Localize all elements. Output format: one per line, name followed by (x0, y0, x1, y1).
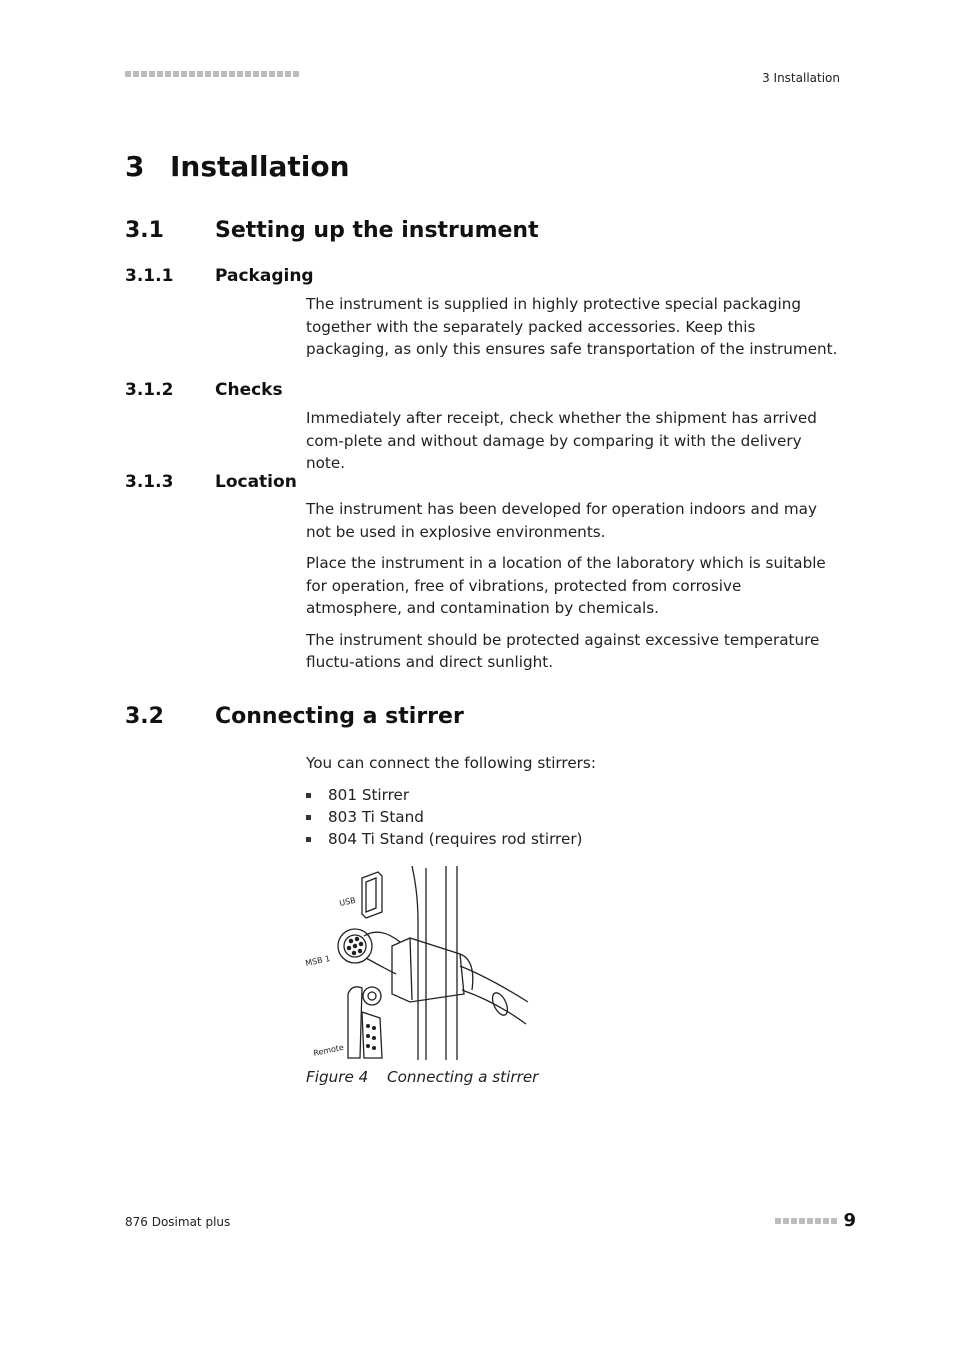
list-item: 801 Stirrer (306, 784, 583, 806)
section-title: Checks (215, 380, 283, 400)
section-number: 3.2 (125, 704, 164, 729)
paragraph: The instrument should be protected against excessive temperature fluctu-ations and direct sunlight. (306, 630, 820, 671)
section-number: 3.1 (125, 218, 164, 243)
header-decoration (125, 71, 299, 77)
packaging-text (306, 293, 841, 370)
remote-label: Remote (312, 1042, 345, 1058)
section-3-1-3-heading (125, 472, 297, 492)
stirrer-intro (306, 752, 841, 784)
usb-label: USB (338, 895, 357, 908)
chapter-title: Installation (170, 150, 350, 183)
location-text (306, 498, 841, 683)
msb-label: MSB 1 (304, 953, 331, 968)
page-number: 9 (843, 1210, 856, 1231)
section-number: 3.1.3 (125, 472, 174, 492)
list-item: 804 Ti Stand (requires rod stirrer) (306, 828, 583, 850)
bullet-icon (306, 837, 311, 842)
paragraph: The instrument is supplied in highly protective special packaging together with the separately packed accessories. Keep this packaging, as only this ensures safe transportation of the instrument. (306, 295, 838, 358)
figure-caption-text: Connecting a stirrer (387, 1068, 539, 1086)
footer-product: 876 Dosimat plus (125, 1215, 231, 1229)
footer-page (775, 1210, 856, 1231)
section-number: 3.1.2 (125, 380, 174, 400)
footer-decoration (775, 1218, 837, 1224)
paragraph: You can connect the following stirrers: (306, 754, 596, 772)
chapter-number: 3 (125, 150, 145, 183)
section-title: Location (215, 472, 297, 492)
figure-number: Figure 4 (306, 1068, 369, 1086)
section-title: Packaging (215, 266, 314, 286)
paragraph: Immediately after receipt, check whether the shipment has arrived com-plete and without damage by comparing it with the delivery note. (306, 409, 817, 472)
paragraph: Place the instrument in a location of the laboratory which is suitable for operation, free of vibrations, protected from corrosive atmosphere, and contamination by chemicals. (306, 554, 826, 617)
chapter-heading (125, 150, 350, 183)
section-number: 3.1.1 (125, 266, 174, 286)
section-3-2-heading (125, 704, 464, 729)
stirrer-connection-figure (300, 862, 532, 1062)
section-title: Connecting a stirrer (215, 704, 464, 729)
section-3-1-2-heading (125, 380, 283, 400)
bullet-icon (306, 815, 311, 820)
list-item: 803 Ti Stand (306, 806, 583, 828)
section-3-1-heading (125, 218, 539, 243)
bullet-icon (306, 793, 311, 798)
checks-text (306, 407, 841, 484)
section-3-1-1-heading (125, 266, 314, 286)
running-header: 3 Installation (762, 71, 840, 85)
stirrer-list (306, 784, 583, 850)
section-title: Setting up the instrument (215, 218, 539, 243)
figure-caption (306, 1068, 538, 1086)
connector-illustration (300, 862, 532, 1062)
paragraph: The instrument has been developed for operation indoors and may not be used in explosive environments. (306, 500, 817, 541)
